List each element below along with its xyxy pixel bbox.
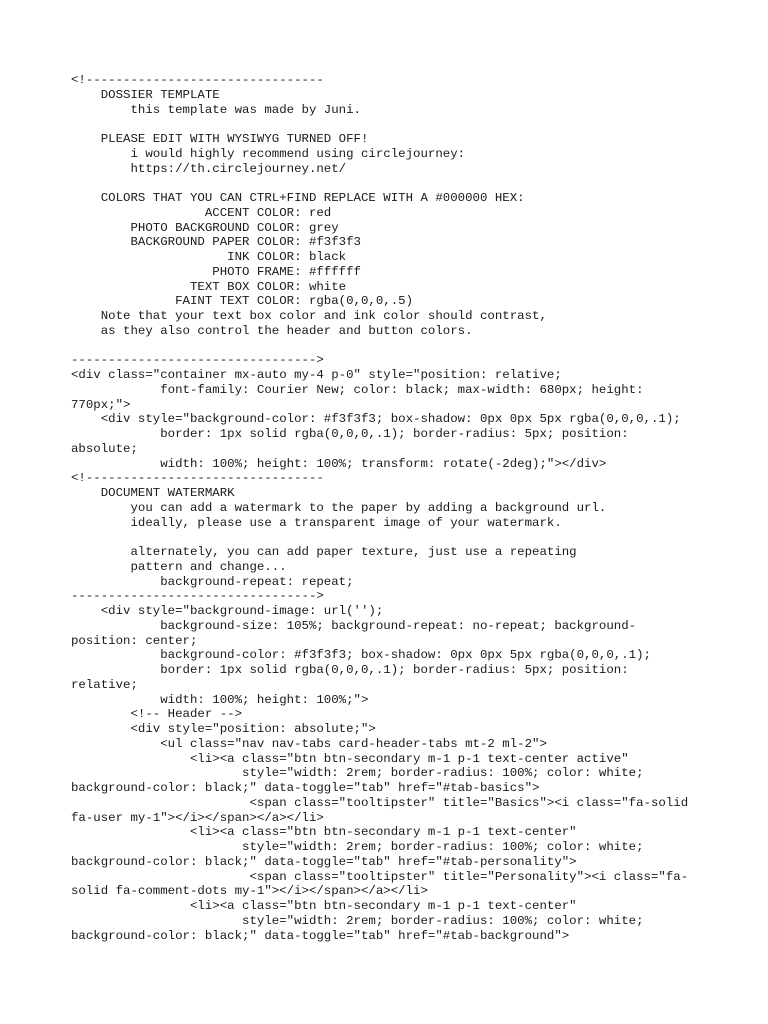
- code-line: style="width: 2rem; border-radius: 100%; color: white;: [71, 840, 644, 854]
- code-line: this template was made by Juni.: [71, 102, 361, 117]
- code-line: FAINT TEXT COLOR: rgba(0,0,0,.5): [71, 294, 414, 309]
- code-line: alternately, you can add paper texture, just use a repeating: [71, 545, 577, 559]
- code-line: [71, 530, 711, 545]
- code-line: --------------------------------->: [71, 589, 324, 604]
- code-line: <li><a class="btn btn-secondary m-1 p-1 text-center active": [71, 751, 629, 766]
- code-line: https://th.circlejourney.net/: [71, 161, 347, 176]
- code-line: background-repeat: repeat;: [71, 574, 354, 589]
- code-line: <div style="position: absolute;">: [71, 722, 376, 736]
- code-line: ideally, please use a transparent image of your watermark.: [71, 515, 562, 530]
- code-line: <span class="tooltipster" title="Basics"><i class="fa-solid: [71, 795, 689, 810]
- code-line: width: 100%; height: 100%; transform: rotate(-2deg);"></div>: [71, 456, 607, 471]
- code-line: DOCUMENT WATERMARK: [71, 486, 235, 500]
- code-line: <!-- Header -->: [71, 707, 243, 722]
- code-line: Note that your text box color and ink color should contrast,: [71, 309, 547, 323]
- code-line: DOSSIER TEMPLATE: [71, 87, 220, 102]
- code-line: <!--------------------------------: [71, 73, 324, 87]
- code-line: background-color: #f3f3f3; box-shadow: 0px 0px 5px rgba(0,0,0,.1);: [71, 648, 651, 663]
- code-line: i would highly recommend using circlejourney:: [71, 146, 466, 161]
- code-line: <span class="tooltipster" title="Personality"><i class="fa-: [71, 869, 689, 884]
- code-line: fa-user my-1"></i></span></a></li>: [71, 810, 324, 825]
- code-line: ACCENT COLOR: red: [71, 205, 332, 220]
- code-line: border: 1px solid rgba(0,0,0,.1); border-radius: 5px; position:: [71, 427, 629, 441]
- code-line: [71, 339, 711, 354]
- code-line: <ul class="nav nav-tabs card-header-tabs mt-2 ml-2">: [71, 736, 547, 751]
- code-line: as they also control the header and button colors.: [71, 323, 473, 338]
- code-line: PHOTO FRAME: #ffffff: [71, 264, 361, 279]
- code-line: style="width: 2rem; border-radius: 100%; color: white;: [71, 766, 644, 781]
- code-line: background-color: black;" data-toggle="tab" href="#tab-background">: [71, 928, 570, 943]
- code-line: <div style="background-color: #f3f3f3; box-shadow: 0px 0px 5px rgba(0,0,0,.1);: [71, 412, 681, 427]
- code-text-block: [71, 73, 711, 943]
- code-line: pattern and change...: [71, 559, 287, 574]
- code-line: style="width: 2rem; border-radius: 100%; color: white;: [71, 913, 644, 928]
- code-line: font-family: Courier New; color: black; max-width: 680px; height:: [71, 382, 644, 397]
- code-line: <li><a class="btn btn-secondary m-1 p-1 text-center": [71, 899, 577, 913]
- code-line: TEXT BOX COLOR: white: [71, 279, 347, 294]
- code-line: PLEASE EDIT WITH WYSIWYG TURNED OFF!: [71, 132, 369, 146]
- code-line: PHOTO BACKGROUND COLOR: grey: [71, 220, 339, 235]
- code-line: solid fa-comment-dots my-1"></i></span></a></li>: [71, 884, 428, 899]
- code-line: <!--------------------------------: [71, 471, 324, 486]
- code-line: <div class="container mx-auto my-4 p-0" style="position: relative;: [71, 368, 562, 382]
- code-line: width: 100%; height: 100%;">: [71, 692, 369, 707]
- code-line: COLORS THAT YOU CAN CTRL+FIND REPLACE WITH A #000000 HEX:: [71, 191, 525, 205]
- code-line: relative;: [71, 677, 138, 692]
- code-line: [71, 117, 711, 132]
- code-line: INK COLOR: black: [71, 250, 347, 264]
- code-line: BACKGROUND PAPER COLOR: #f3f3f3: [71, 235, 361, 250]
- code-line: border: 1px solid rgba(0,0,0,.1); border-radius: 5px; position:: [71, 663, 629, 677]
- code-line: background-size: 105%; background-repeat: no-repeat; background-: [71, 618, 637, 633]
- code-line: <li><a class="btn btn-secondary m-1 p-1 text-center": [71, 825, 577, 840]
- code-line: [71, 176, 711, 191]
- code-line: <div style="background-image: url('');: [71, 604, 384, 618]
- code-line: background-color: black;" data-toggle="tab" href="#tab-personality">: [71, 854, 577, 869]
- code-line: 770px;">: [71, 397, 131, 412]
- code-line: --------------------------------->: [71, 353, 324, 368]
- code-line: you can add a watermark to the paper by adding a background url.: [71, 500, 607, 515]
- code-line: position: center;: [71, 633, 198, 648]
- code-line: absolute;: [71, 441, 138, 456]
- code-line: background-color: black;" data-toggle="tab" href="#tab-basics">: [71, 781, 540, 795]
